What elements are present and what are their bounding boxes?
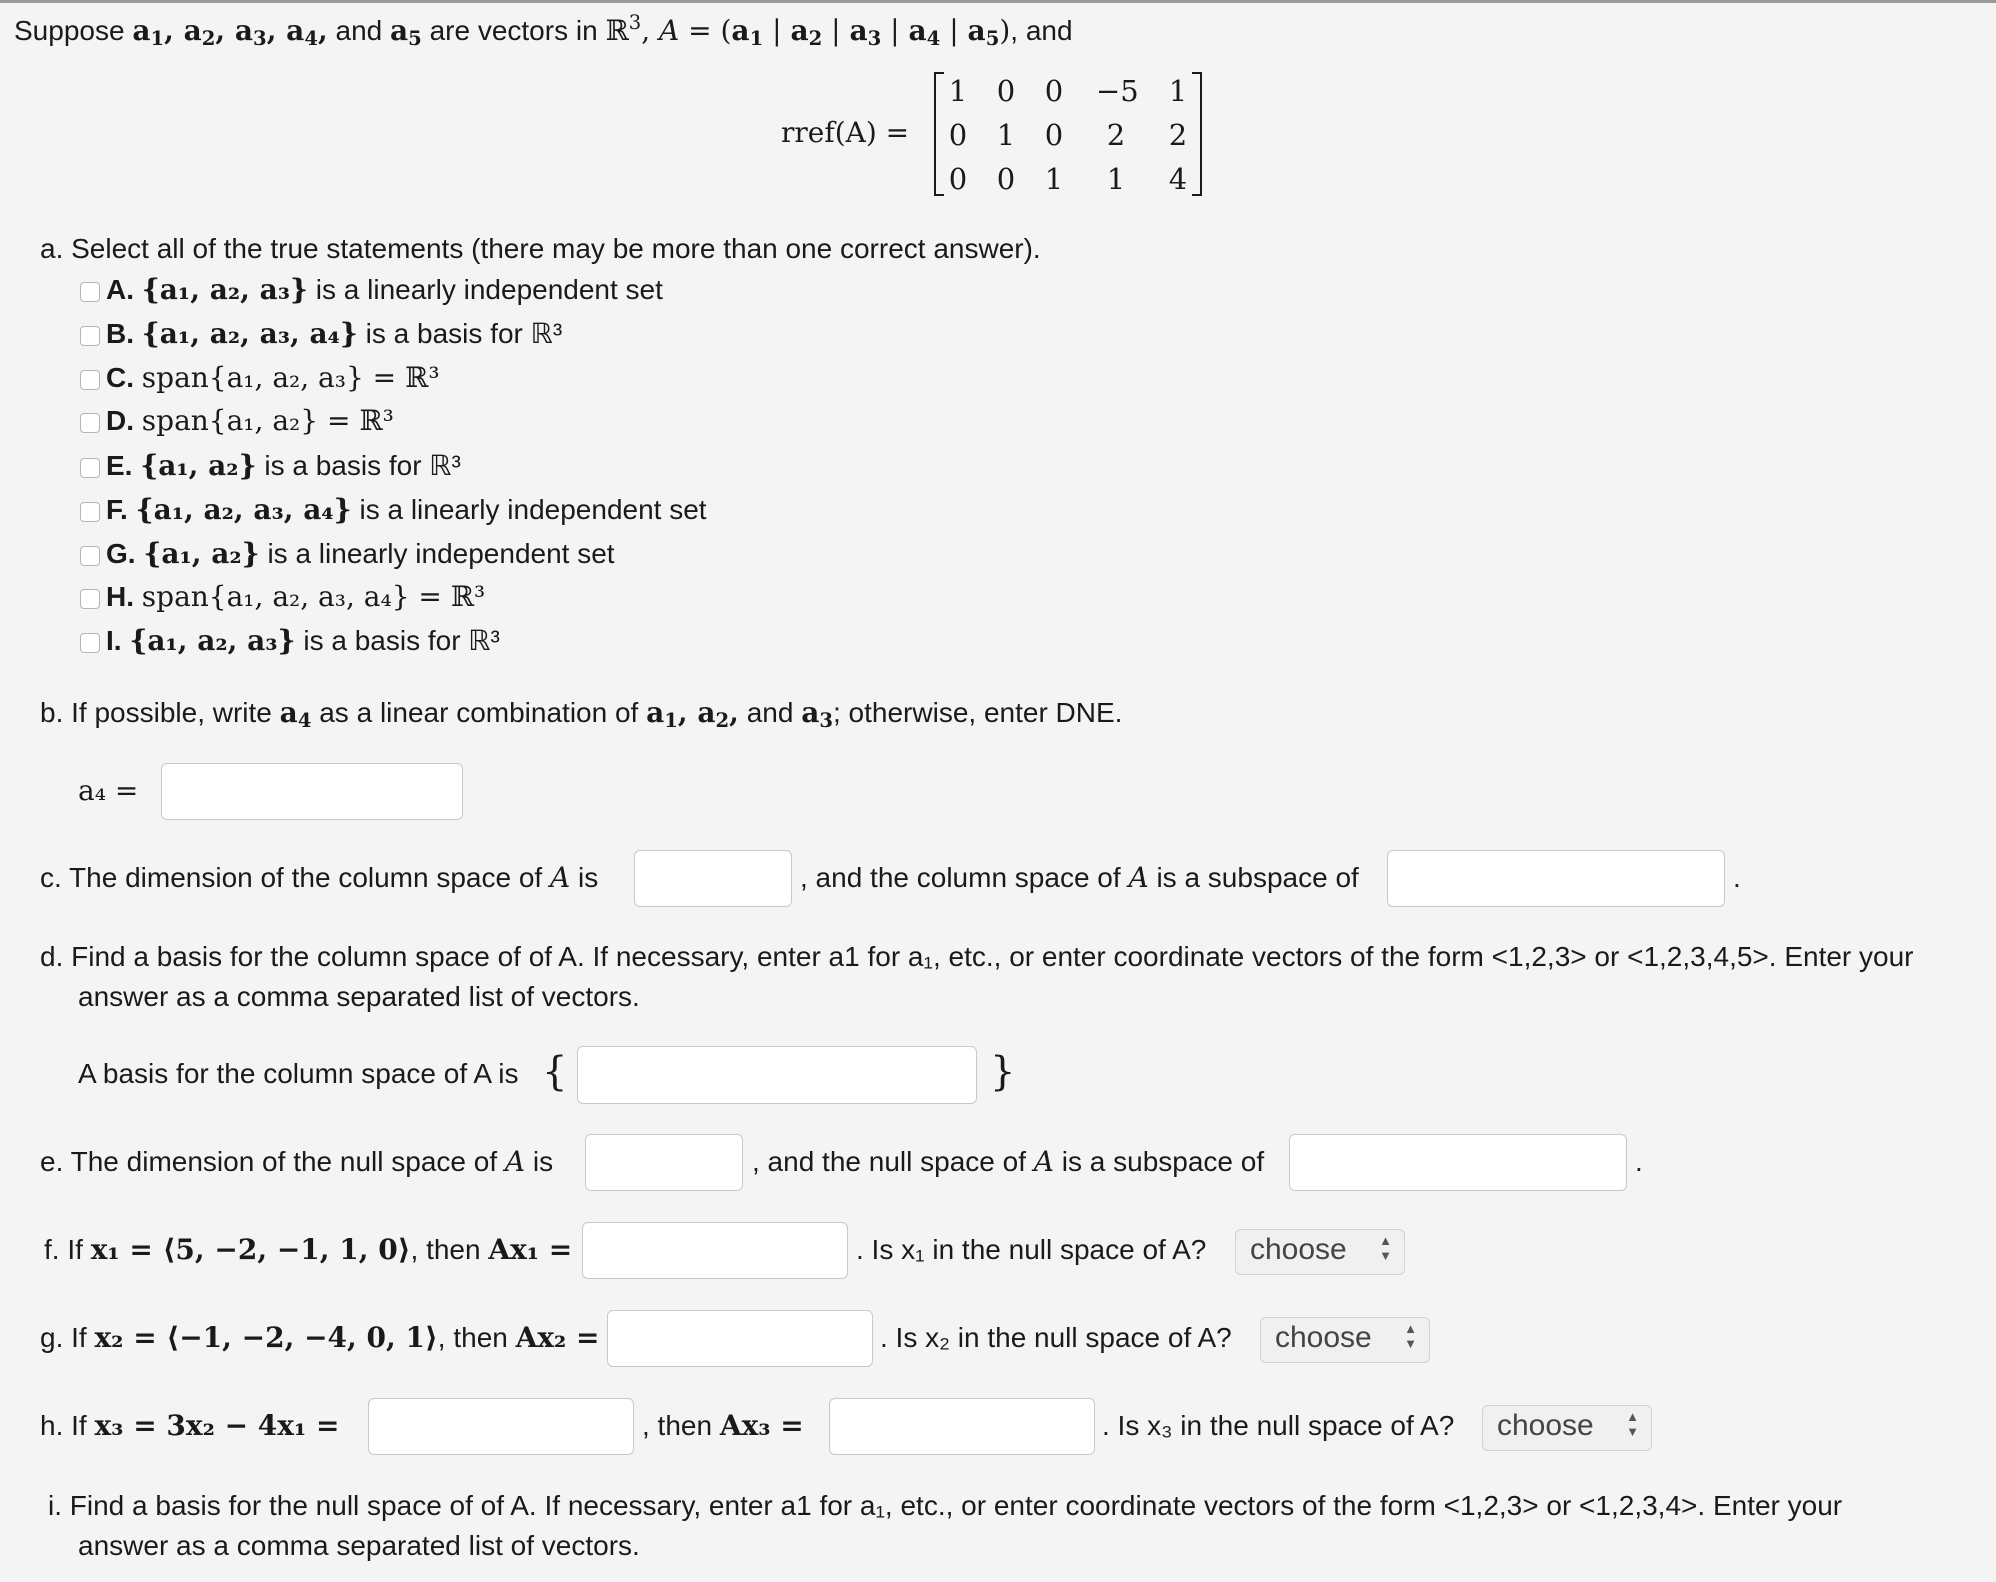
open-brace: { — [542, 1049, 568, 1095]
option-b-checkbox[interactable] — [80, 326, 100, 346]
a4-label: a₄ = — [78, 774, 139, 807]
null-space-dimension-input[interactable] — [585, 1134, 743, 1191]
matrix-cell: 0 — [1044, 74, 1064, 108]
top-divider — [0, 0, 1996, 3]
part-b-prompt: b. If possible, write $a_4$ as a linear combination of $a_1$, $a_2$, and $a_3$; otherwise, enter DNE. — [40, 696, 1123, 732]
matrix-cell: 4 — [1168, 162, 1188, 196]
option-h-checkbox[interactable] — [80, 589, 100, 609]
option-f-checkbox[interactable] — [80, 502, 100, 522]
ax3-input[interactable] — [829, 1398, 1095, 1455]
option-c[interactable]: C. span{a₁, a₂, a₃} = ℝ³ — [80, 361, 440, 395]
part-h-question: . Is x₃ in the null space of A? — [1102, 1410, 1455, 1441]
ax2-input[interactable] — [607, 1310, 873, 1367]
option-e[interactable]: E. {a₁, a₂} is a basis for ℝ³ — [80, 449, 461, 483]
option-b[interactable]: B. {a₁, a₂, a₃, a₄} is a basis for ℝ³ — [80, 317, 562, 351]
option-f[interactable]: F. {a₁, a₂, a₃, a₄} is a linearly independent set — [80, 493, 707, 527]
a4-input[interactable] — [161, 763, 463, 820]
part-e-prefix: e. The dimension of the null space of A is — [40, 1145, 554, 1178]
part-f-question: . Is x₁ in the null space of A? — [856, 1234, 1207, 1265]
matrix-cell: 0 — [1044, 118, 1064, 152]
ax1-input[interactable] — [582, 1222, 848, 1279]
matrix-cell: −5 — [1096, 74, 1139, 108]
part-e-period: . — [1635, 1146, 1643, 1177]
close-brace: } — [990, 1049, 1016, 1095]
option-h[interactable]: H. span{a₁, a₂, a₃, a₄} = ℝ³ — [80, 580, 485, 614]
part-h-prefix: h. If x₃ = 3x₂ − 4x₁ = — [40, 1409, 340, 1442]
part-i-line1: i. Find a basis for the null space of of A. If necessary, enter a1 for a₁, etc., or enter coordinate vectors of the form <1,2,3> or <1,2,3,4>. Enter your — [48, 1490, 1843, 1521]
option-d-checkbox[interactable] — [80, 413, 100, 433]
x1-null-space-select[interactable]: choose ▲ ▼ — [1235, 1229, 1405, 1275]
rref-matrix — [934, 66, 1202, 200]
part-c-period: . — [1733, 862, 1741, 893]
part-i-line2: answer as a comma separated list of vectors. — [78, 1530, 640, 1561]
part-g-question: . Is x₂ in the null space of A? — [880, 1322, 1232, 1353]
part-a-prompt: a. Select all of the true statements (there may be more than one correct answer). — [40, 233, 1041, 264]
x3-input[interactable] — [368, 1398, 634, 1455]
matrix-cell: 0 — [996, 162, 1016, 196]
select-arrows-icon: ▲ ▼ — [1404, 1321, 1417, 1351]
option-c-checkbox[interactable] — [80, 370, 100, 390]
column-basis-label: A basis for the column space of A is — [78, 1058, 519, 1089]
option-g-checkbox[interactable] — [80, 546, 100, 566]
part-c-middle: , and the column space of A is a subspace of — [800, 861, 1359, 894]
matrix-cell: 1 — [948, 74, 968, 108]
matrix-cell: 0 — [948, 162, 968, 196]
x3-null-space-select[interactable]: choose ▲ ▼ — [1482, 1405, 1652, 1451]
matrix-cell: 1 — [1106, 162, 1126, 196]
part-c-prefix: c. The dimension of the column space of A is — [40, 861, 599, 894]
x2-null-space-select[interactable]: choose ▲ ▼ — [1260, 1317, 1430, 1363]
matrix-cell: 0 — [996, 74, 1016, 108]
select-arrows-icon: ▲ ▼ — [1379, 1233, 1392, 1263]
part-g-prefix: g. If x₂ = ⟨−1, −2, −4, 0, 1⟩, then Ax₂ = — [40, 1321, 600, 1354]
select-arrows-icon: ▲ ▼ — [1626, 1409, 1639, 1439]
option-a[interactable]: A. {a₁, a₂, a₃} is a linearly independent set — [80, 273, 663, 307]
matrix-cell: 1 — [1168, 74, 1188, 108]
column-space-subspace-input[interactable] — [1387, 850, 1725, 907]
matrix-cell: 0 — [948, 118, 968, 152]
column-space-dimension-input[interactable] — [634, 850, 792, 907]
intro-statement: Suppose $a_1$, $a_2$, $a_3$, $a_4$, and $a_5$ are vectors in ℝ$^3$, $A = (a_1$ | $a_2$ | $a_3$ | $a_4$ | $a_5$), and — [14, 11, 1073, 50]
option-i-checkbox[interactable] — [80, 633, 100, 653]
null-space-subspace-input[interactable] — [1289, 1134, 1627, 1191]
matrix-cell: 1 — [1044, 162, 1064, 196]
part-h-then: , then Ax₃ = — [642, 1409, 804, 1442]
part-d-line2: answer as a comma separated list of vectors. — [78, 981, 640, 1012]
part-d-line1: d. Find a basis for the column space of of A. If necessary, enter a1 for a₁, etc., or enter coordinate vectors of the form <1,2,3> or <1,2,3,4,5>. Enter your — [40, 941, 1914, 972]
option-i[interactable]: I. {a₁, a₂, a₃} is a basis for ℝ³ — [80, 624, 500, 658]
option-g[interactable]: G. {a₁, a₂} is a linearly independent set — [80, 537, 615, 571]
rref-label: rref(A) = — [781, 116, 910, 149]
option-e-checkbox[interactable] — [80, 458, 100, 478]
matrix-cell: 1 — [996, 118, 1016, 152]
part-e-middle: , and the null space of A is a subspace of — [752, 1145, 1265, 1178]
matrix-cell: 2 — [1106, 118, 1126, 152]
part-f-prefix: f. If x₁ = ⟨5, −2, −1, 1, 0⟩, then Ax₁ = — [44, 1233, 573, 1266]
option-d[interactable]: D. span{a₁, a₂} = ℝ³ — [80, 404, 394, 438]
column-space-basis-input[interactable] — [577, 1046, 977, 1104]
matrix-cell: 2 — [1168, 118, 1188, 152]
option-a-checkbox[interactable] — [80, 282, 100, 302]
